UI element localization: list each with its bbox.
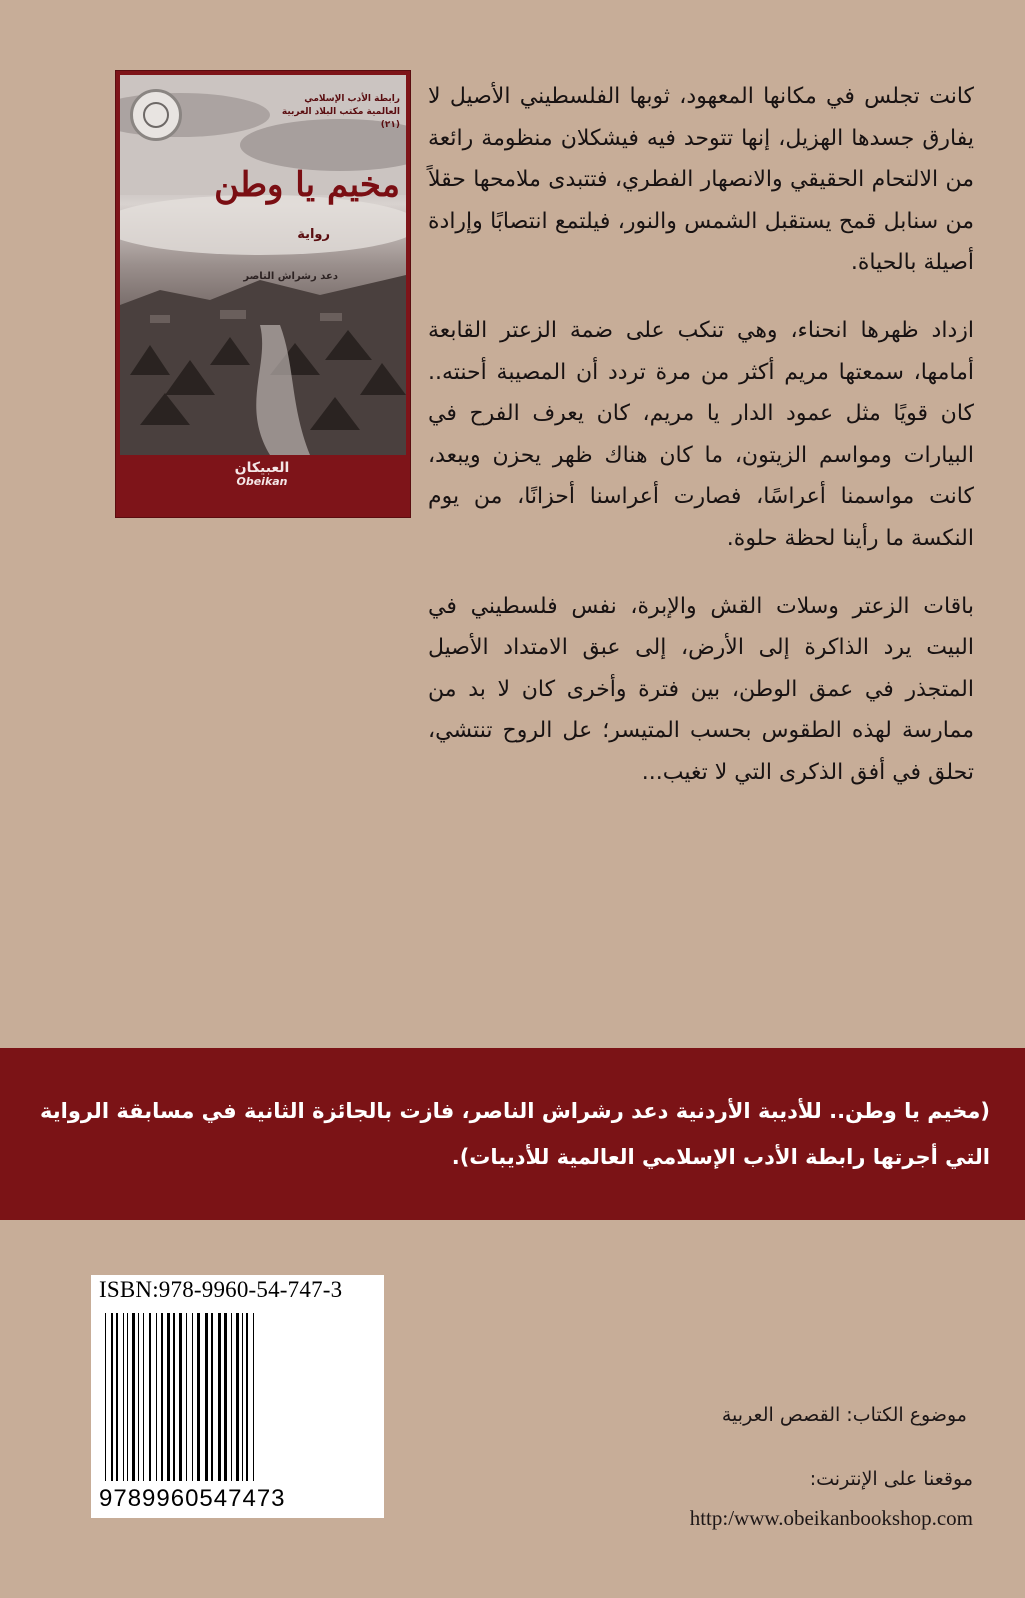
barcode-bar (236, 1313, 239, 1481)
blurb-paragraph: ازداد ظهرها انحناء، وهي تنكب على ضمة الزعتر القابعة أمامها، سمعتها مريم أكثر من مرة تردد أن المصيبة أحنته.. كان قويًا مثل عمود الدار يا مريم، كان يعرف الفرح في البيارات ومواسم الزيتون، ما كان هناك ظهر يحزن ويبعد، كانت مواسمنا أعراسًا، فصارت أعراسنا أحزانًا، من يوم النكسة ما رأينا لحظة حلوة. (428, 317, 974, 551)
publisher-name-ar: العبيكان (234, 460, 290, 476)
barcode-bar (186, 1313, 187, 1481)
award-banner (0, 1048, 1025, 1220)
barcode-bar (192, 1313, 193, 1481)
publisher-logo (214, 461, 310, 489)
blurb-paragraph: باقات الزعتر وسلات القش والإبرة، نفس فلسطيني في البيت يرد الذاكرة إلى الأرض، إلى عبق الامتداد الأصيل المتجذر في عمق الوطن، بين فترة وأخرى كان لا بد من ممارسة لهذه الطقوس بحسب المتيسر؛ عل الروح تنتشي، تحلق في أفق الذكرى التي لا تغيب... (428, 593, 974, 785)
cover-author: دعد رشراش الناصر (243, 271, 338, 282)
back-cover-blurb (428, 76, 974, 794)
barcode-digits: 9789960547473 (99, 1485, 286, 1512)
barcode-bar (138, 1313, 139, 1481)
barcode-bar (123, 1313, 124, 1481)
barcode-bars (103, 1313, 373, 1483)
barcode-bar (211, 1313, 213, 1481)
barcode-bar (161, 1313, 163, 1481)
barcode-bar (246, 1313, 248, 1481)
barcode-bar (111, 1313, 113, 1481)
isbn-barcode (91, 1275, 384, 1518)
publisher-seal-icon (130, 89, 182, 141)
barcode-bar (224, 1313, 227, 1481)
barcode-bar (253, 1313, 254, 1481)
publisher-name-en: Obeikan (236, 475, 288, 488)
award-text: (مخيم يا وطن.. للأديبة الأردنية دعد رشراش الناصر، فازت بالجائزة الثانية في مسابقة الرواية التي أجرتها رابطة الأدب الإسلامي العالمية للأديبات). (40, 1099, 990, 1169)
cover-genre: رواية (297, 227, 330, 242)
barcode-bar (231, 1313, 232, 1481)
barcode-bar (242, 1313, 243, 1481)
barcode-bar (132, 1313, 135, 1481)
barcode-bar (116, 1313, 118, 1481)
cover-title: مخيم يا وطن (214, 165, 400, 205)
cover-series-label: رابطة الأدب الإسلامي العالمية مكتب البلاد العربية (٢١) (281, 94, 400, 130)
barcode-bar (179, 1313, 182, 1481)
website-label: موقعنا على الإنترنت: (809, 1468, 973, 1490)
barcode-bar (156, 1313, 157, 1481)
barcode-bar (218, 1313, 221, 1481)
book-cover-thumbnail (116, 71, 410, 517)
barcode-bar (197, 1313, 200, 1481)
website-url[interactable]: http:/www.obeikanbookshop.com (689, 1506, 973, 1530)
barcode-bar (205, 1313, 208, 1481)
barcode-bar (105, 1313, 106, 1481)
cover-photo (120, 75, 406, 455)
barcode-bar (127, 1313, 128, 1481)
barcode-bar (173, 1313, 175, 1481)
blurb-paragraph: كانت تجلس في مكانها المعهود، ثوبها الفلسطيني الأصيل لا يفارق جسدها الهزيل، إنها تتوحد فيه فيشكلان منظومة رائعة من الالتحام الحقيقي والانصهار الفطري، فتتبدى ملامحها حقلاً من سنابل قمح يستقبل الشمس والنور، فيلتمع انتصابًا وإرادة أصيلة بالحياة. (428, 84, 974, 276)
isbn-label: ISBN:978-9960-54-747-3 (99, 1277, 343, 1302)
book-subject: موضوع الكتاب: القصص العربية (721, 1404, 967, 1426)
barcode-bar (143, 1313, 144, 1481)
barcode-bar (149, 1313, 151, 1481)
barcode-bar (167, 1313, 170, 1481)
